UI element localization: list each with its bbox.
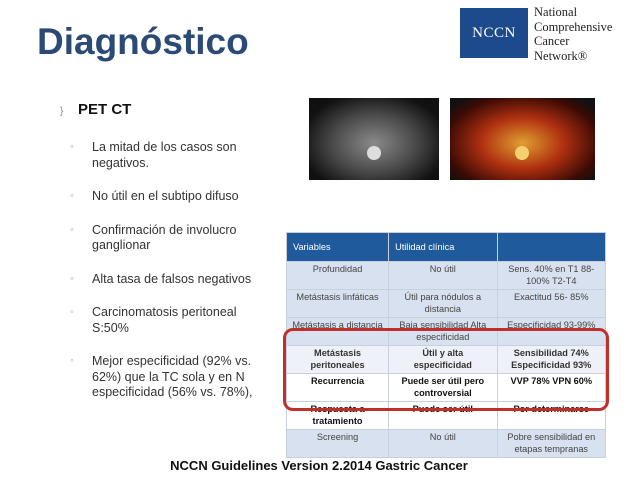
pet-ct-scan-image: [450, 98, 595, 180]
bullet-text: Alta tasa de falsos negativos: [92, 271, 252, 286]
table-cell: Respuesta a tratamiento: [287, 402, 389, 430]
table-cell: VVP 78% VPN 60%: [497, 374, 605, 402]
column-header: [497, 233, 605, 262]
bullet-icon: ◦: [70, 141, 74, 153]
nccn-logo: [460, 5, 632, 65]
bullet-list: [70, 140, 270, 419]
table-row: [287, 290, 606, 318]
nccn-logo-mark: NCCN: [460, 8, 528, 58]
table-cell: Puede ser útil: [389, 402, 497, 430]
list-item: [70, 140, 270, 171]
table-cell: Baja sensibilidad Alta especificidad: [389, 318, 497, 346]
logo-line-3: Cancer: [534, 34, 570, 48]
table-cell: Metástasis a distancia: [287, 318, 389, 346]
table-cell: Metástasis linfáticas: [287, 290, 389, 318]
list-item: [70, 305, 270, 336]
column-header: Variables: [287, 233, 389, 262]
ct-spine-shape: [367, 146, 381, 160]
bullet-icon: ◦: [70, 272, 74, 285]
table-cell: Pobre sensibilidad en etapas tempranas: [497, 430, 605, 458]
footer-source: NCCN Guidelines Version 2.2014 Gastric Cancer: [170, 458, 468, 473]
bullet-text: Mejor especificidad (92% vs. 62%) que la TC sola y en N especificidad (56% vs. 78%),: [92, 354, 253, 399]
logo-line-2: Comprehensive: [534, 19, 613, 34]
table-cell: Sens. 40% en T1 88-100% T2-T4: [497, 262, 605, 290]
table-cell: Profundidad: [287, 262, 389, 290]
table-cell: Especificidad 93-99%: [497, 318, 605, 346]
ct-scan-image: [309, 98, 439, 180]
bullet-text: Carcinomatosis peritoneal S:50%: [92, 305, 237, 335]
table-row: [287, 430, 606, 458]
column-header: Utilidad clínica: [389, 233, 497, 262]
bullet-icon: ◦: [70, 306, 74, 318]
table-cell: No útil: [389, 430, 497, 458]
table-cell: Por determinarse: [497, 402, 605, 430]
bullet-icon: ◦: [70, 355, 74, 367]
highlight-box: [283, 328, 609, 411]
table-cell: Recurrencia: [287, 374, 389, 402]
table-header-row: [287, 233, 606, 262]
list-item: [70, 189, 270, 205]
list-item: [70, 272, 270, 288]
bullet-icon: ◦: [70, 190, 74, 202]
logo-line-1: National: [534, 5, 578, 19]
table-cell: Metástasis peritoneales: [287, 346, 389, 374]
bullet-text: La mitad de los casos son negativos.: [92, 140, 237, 170]
table-cell: Puede ser útil pero controversial: [389, 374, 497, 402]
list-item: [70, 354, 270, 401]
list-item: [70, 223, 270, 254]
table-row: [287, 262, 606, 290]
bullet-text: No útil en el subtipo difuso: [92, 189, 239, 203]
table-cell: Exactitud 56- 85%: [497, 290, 605, 318]
bullet-icon: ◦: [70, 223, 74, 236]
pet-spine-shape: [515, 146, 529, 160]
slide-title: Diagnóstico: [37, 21, 249, 62]
table-cell: Screening: [287, 430, 389, 458]
logo-line-4: Network®: [534, 48, 588, 63]
table-cell: Útil y alta especificidad: [389, 346, 497, 374]
table-cell: Sensibilidad 74% Especificidad 93%: [497, 346, 605, 374]
table-cell: No útil: [389, 262, 497, 290]
section-bullet-icon: }: [60, 106, 64, 117]
bullet-text: Confirmación de involucro ganglionar: [92, 222, 237, 252]
table-cell: Útil para nódulos a distancia: [389, 290, 497, 318]
nccn-logo-text: [534, 5, 612, 63]
section-heading: PET CT: [78, 101, 132, 118]
